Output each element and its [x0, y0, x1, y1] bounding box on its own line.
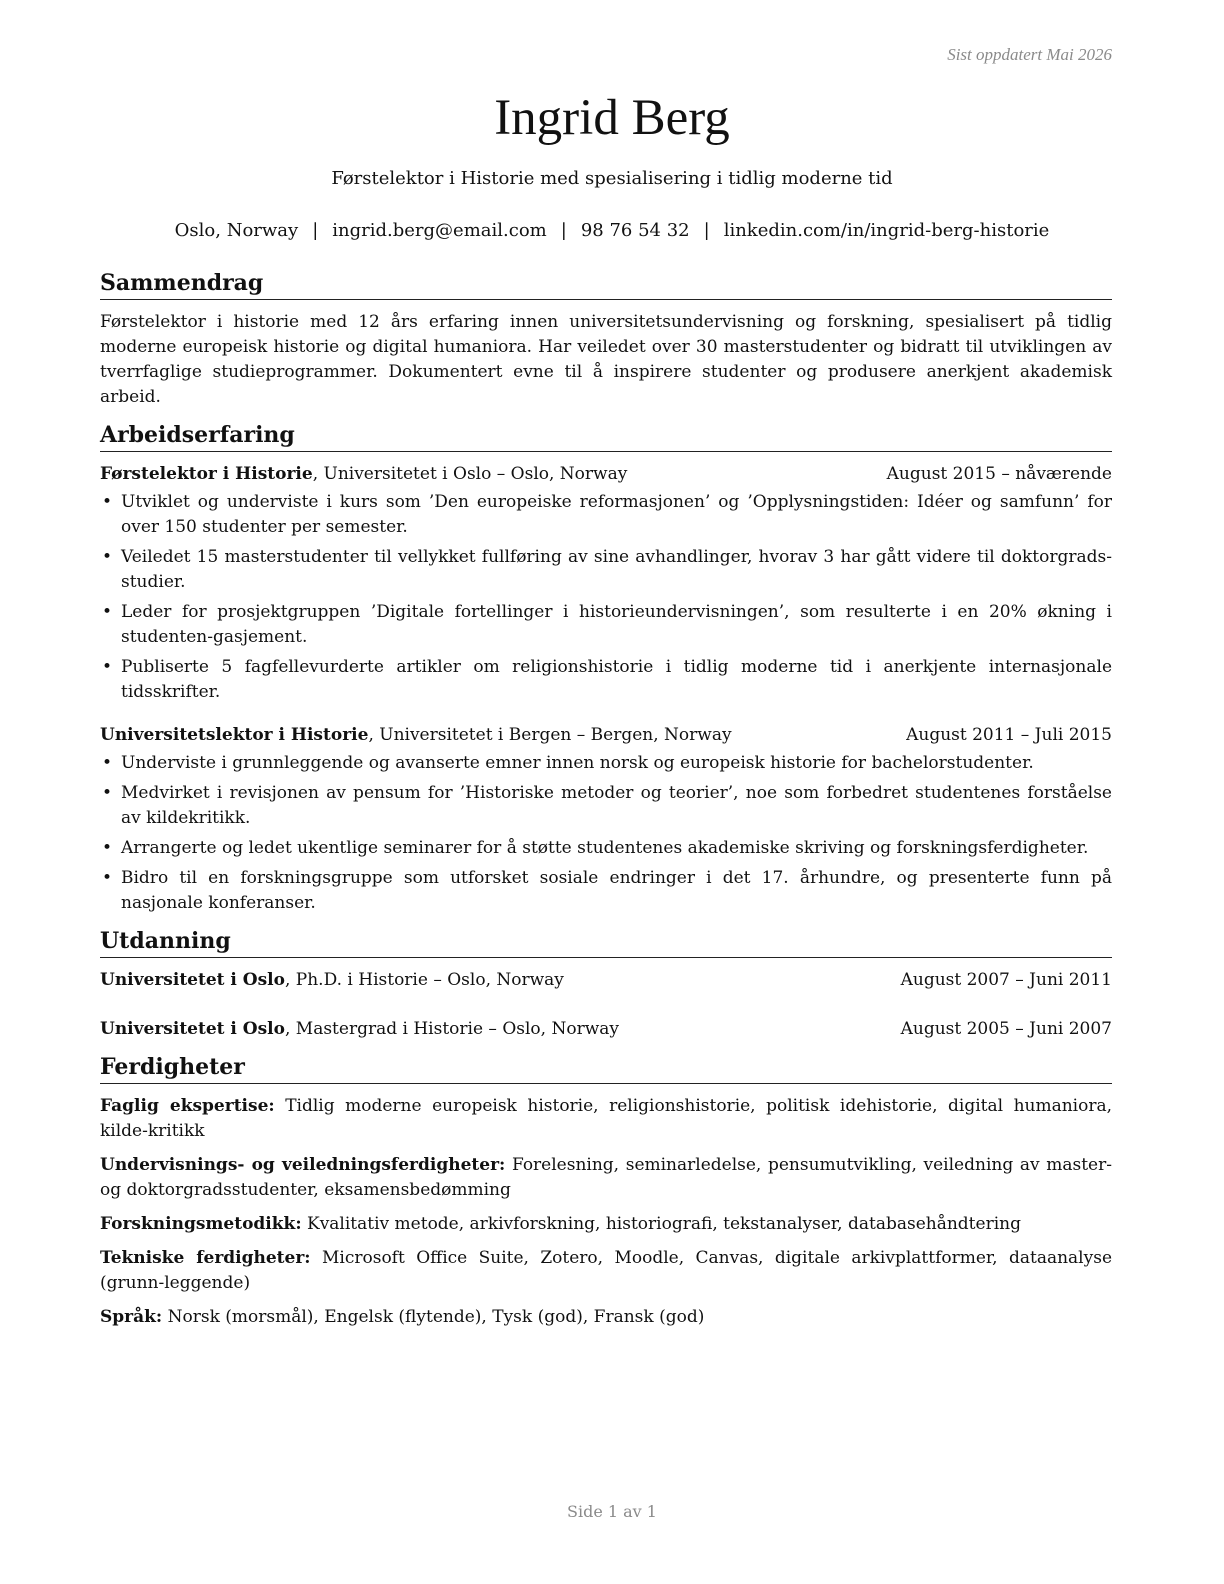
- education-entry: [100, 1017, 1112, 1042]
- job-header: [100, 462, 1112, 487]
- skill-label: Tekniske ferdigheter:: [100, 1248, 311, 1268]
- job-role: Førstelektor i Historie: [100, 464, 313, 484]
- education-title-line: [100, 968, 564, 993]
- page-number: Side 1 av 1: [567, 1502, 657, 1521]
- job-bullet: • Veiledet 15 masterstudenter til vellykket fullføring av sine avhandlinger, hvorav 3 har gått videre til doktorgrads-studier.: [100, 545, 1112, 595]
- section-title-experience: Arbeidserfaring: [100, 420, 1112, 452]
- job-bullet: • Leder for prosjektgruppen ’Digitale fortellinger i historieundervisningen’, som resulterte i en 20% økning i studenten-gasjement.: [100, 600, 1112, 650]
- job-header: [100, 723, 1112, 748]
- contact-line: [0, 219, 1224, 243]
- experience-section: [100, 420, 1112, 916]
- education-school: Universitetet i Oslo: [100, 970, 285, 990]
- education-entry: [100, 968, 1112, 993]
- skill-text: Kvalitativ metode, arkivforskning, historiografi, tekstanalyser, databasehåndtering: [301, 1214, 1021, 1234]
- job-dates: August 2015 – nåværende: [886, 464, 1112, 484]
- contact-location: Oslo, Norway: [174, 220, 299, 241]
- summary-section: [100, 268, 1112, 410]
- skill-text: Microsoft Office Suite, Zotero, Moodle, Canvas, digitale arkivplattformer, dataanalyse (grunn-leggende): [100, 1248, 1113, 1293]
- skills-section: [100, 1052, 1112, 1330]
- education-dates: August 2007 – Juni 2011: [900, 970, 1112, 990]
- skill-item: [100, 1246, 1112, 1296]
- education-degree: , Mastergrad i Historie – Oslo, Norway: [284, 1019, 619, 1039]
- job-bullet: • Medvirket i revisjonen av pensum for ’Historiske metoder og teorier’, noe som forbedret studentenes forståelse av kildekritikk.: [100, 781, 1112, 831]
- job-bullet: • Underviste i grunnleggende og avanserte emner innen norsk og europeisk historie for bachelorstudenter.: [100, 751, 1112, 776]
- education-section: [100, 926, 1112, 1042]
- resume-content: [100, 268, 1112, 1340]
- section-title-summary: Sammendrag: [100, 268, 1112, 300]
- job-role: Universitetslektor i Historie: [100, 725, 369, 745]
- job-bullet: • Publiserte 5 fagfellevurderte artikler om religionshistorie i tidlig moderne tid i anerkjente internasjonale tidsskrifter.: [100, 655, 1112, 705]
- skill-text: Norsk (morsmål), Engelsk (flytende), Tysk (god), Fransk (god): [162, 1307, 705, 1327]
- job-bullet: • Utviklet og underviste i kurs som ’Den europeiske reformasjonen’ og ’Opplysningstiden: Idéer og samfunn’ for over 150 studenter per semester.: [100, 490, 1112, 540]
- candidate-subtitle: Førstelektor i Historie med spesialisering i tidlig moderne tid: [331, 168, 893, 189]
- job-entry: [100, 462, 1112, 705]
- job-entry: [100, 723, 1112, 916]
- contact-phone: 98 76 54 32: [580, 220, 690, 241]
- skill-label: Undervisnings- og veiledningsferdigheter:: [100, 1155, 506, 1175]
- job-employer: , Universitetet i Oslo – Oslo, Norway: [312, 464, 628, 484]
- skill-item: [100, 1153, 1112, 1203]
- section-title-skills: Ferdigheter: [100, 1052, 1112, 1084]
- job-dates: August 2011 – Juli 2015: [906, 725, 1112, 745]
- candidate-name: Ingrid Berg: [494, 90, 730, 146]
- contact-separator: |: [703, 220, 710, 241]
- education-title-line: [100, 1017, 619, 1042]
- job-bullet: • Arrangerte og ledet ukentlige seminarer for å støtte studentenes akademiske skriving og forskningsferdigheter.: [100, 836, 1112, 861]
- job-bullet: • Bidro til en forskningsgruppe som utforsket sosiale endringer i det 17. århundre, og presenterte funn på nasjonale konferanser.: [100, 866, 1112, 916]
- contact-linkedin[interactable]: linkedin.com/in/ingrid-berg-historie: [723, 220, 1050, 241]
- education-school: Universitetet i Oslo: [100, 1019, 285, 1039]
- skill-label: Faglig ekspertise:: [100, 1096, 275, 1116]
- job-employer: , Universitetet i Bergen – Bergen, Norway: [368, 725, 732, 745]
- skill-text: Forelesning, seminarledelse, pensumutvikling, veiledning av master- og doktorgradsstudenter, eksamensbedømming: [100, 1155, 1112, 1200]
- job-bullets: [100, 490, 1112, 705]
- skill-item: [100, 1094, 1112, 1144]
- section-title-education: Utdanning: [100, 926, 1112, 958]
- education-dates: August 2005 – Juni 2007: [900, 1019, 1112, 1039]
- job-title-line: [100, 723, 732, 748]
- summary-text: Førstelektor i historie med 12 års erfaring innen universitetsundervisning og forskning, spesialisert på tidlig moderne europeisk historie og digital humaniora. Har veiledet over 30 masterstudenter og bidratt til utviklingen av tverrfaglige studieprogrammer. Dokumentert evne til å inspirere studenter og produsere anerkjent akademisk arbeid.: [100, 312, 1112, 407]
- last-updated: Sist oppdatert Mai 2026: [947, 45, 1112, 64]
- skill-item: [100, 1305, 1112, 1330]
- education-degree: , Ph.D. i Historie – Oslo, Norway: [284, 970, 564, 990]
- contact-separator: |: [560, 220, 567, 241]
- skill-label: Forskningsmetodikk:: [100, 1214, 302, 1234]
- job-title-line: [100, 462, 627, 487]
- contact-separator: |: [312, 220, 319, 241]
- skill-label: Språk:: [100, 1307, 163, 1327]
- job-bullets: [100, 751, 1112, 916]
- skill-text: Tidlig moderne europeisk historie, religionshistorie, politisk idehistorie, digital humaniora, kilde-kritikk: [100, 1096, 1113, 1141]
- skill-item: [100, 1212, 1112, 1237]
- contact-email[interactable]: ingrid.berg@email.com: [332, 220, 547, 241]
